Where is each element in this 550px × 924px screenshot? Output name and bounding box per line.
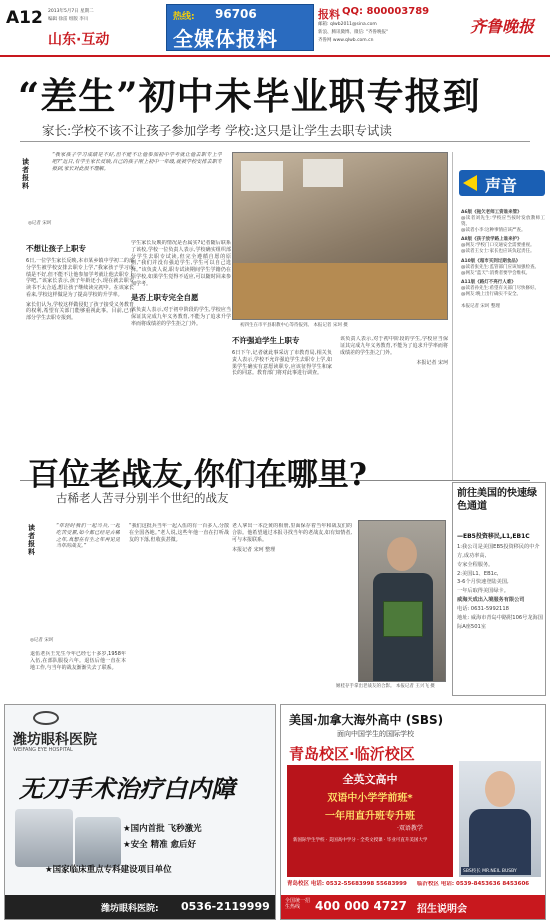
school-seminar: 招生说明会 — [417, 904, 467, 915]
school-ad — [280, 704, 546, 920]
tip-qq: QQ: 800003789 — [342, 6, 430, 17]
page-number: A12 — [6, 8, 43, 28]
eye-points — [123, 821, 273, 853]
voice-item: A10版《超市买到过期食品》 — [461, 258, 521, 264]
story2-subhead: 古稀老人苦寻分别半个世纪的战友 — [56, 491, 229, 505]
story1-photo — [232, 152, 448, 320]
usa-ad-address: 地址: 威海市青岛中路附106号龙海国际A座501室 — [457, 614, 543, 630]
section-name: 山东·互动 — [48, 32, 110, 48]
eye-hospital-ad — [4, 704, 276, 920]
megaphone-icon — [463, 175, 477, 191]
story1-divider — [20, 141, 530, 142]
school-details: 新国际学生学校 · 美国高中学分 · 全英文授课 · 毕业可直升美国大学 — [293, 838, 428, 843]
eye-device-image — [75, 817, 121, 867]
usa-ad-line: 1:我公司是美国EB5投资移民的中介方,成功率高, — [457, 544, 540, 559]
voice-item: @网友:学校门口交通安全需要重视。 — [461, 243, 535, 249]
school-red-box — [287, 765, 453, 877]
usa-ad-line: 3-6个月快速登陆美国, — [457, 579, 509, 586]
school-contact-2: 临沂校区 电话: 0539-8453636 8453606 — [417, 881, 530, 887]
usa-ad-visa: —EB5投资移民,L1,EB1C — [457, 533, 530, 540]
story2-quote: “年轻时我们一起当兵,一起吃苦受累,如今都已经是古稀之年,真想在有生之年再见见当年的战友。” — [56, 523, 120, 550]
principal-body — [469, 809, 531, 875]
principal-sign: SBS校长 MR.NEIL BUSBY — [463, 869, 517, 874]
voice-item: @网友“蓝天”:消费者要学会维权。 — [461, 270, 531, 276]
eye-brand: 潍坊眼科医院 — [13, 732, 97, 748]
issue-date: 2013年5月7日 星期二 — [48, 9, 94, 14]
media-name: 全媒体报料 — [173, 27, 278, 51]
usa-ad-lines — [457, 543, 543, 631]
story2-photo — [358, 520, 446, 682]
story1-text5: 该负责人表示,对于初中阶段的学生,学校应当保证其完成九年义务教育,不能为了追求升学率而将成绩差的学生拒之门外。 — [340, 336, 448, 356]
story1-reader-tag: 读者报料 — [22, 158, 29, 191]
story1-sub1: 不想让孩子上职专 — [26, 244, 86, 253]
photo-book — [383, 601, 423, 637]
hotline-label: 热线: — [173, 12, 195, 22]
story1-text2: 家长们认为,学校这样做侵犯了孩子接受义务教育的权利,希望有关部门能够重视此事。目前,已有部分学生去职专报到。 — [26, 301, 134, 322]
story2-text3: 老人拿出一本泛黄的相册,里面保存着当年和战友们的合影。他希望通过本报寻找当年的老战友,如有知情者,可与本报联系。 — [232, 523, 352, 543]
story2-byline: 本报记者 宋珂 整理 — [232, 547, 276, 554]
story1-subhead: 家长:学校不该不让孩子参加学考 学校:这只是让学生去职专试读 — [42, 123, 392, 138]
school-box-line2: 一年用直升班专升班 — [325, 811, 415, 822]
voice-item: A11版《路灯不亮行人难》 — [461, 280, 516, 286]
story2-reporter-note: ◎记者 宋珂 — [30, 638, 54, 643]
usa-ad-line: 一年后取得美国绿卡。 — [457, 588, 509, 595]
tip-weibo: 新浪、腾讯微博、微信: "齐鲁晚报" — [318, 30, 389, 35]
story1-column-2 — [131, 240, 231, 468]
school-title: 美国·加拿大海外高中 (SBS) — [289, 713, 444, 727]
eye-logo-icon — [33, 711, 59, 725]
story1-text3b: 该负责人表示,对于初中阶段的学生,学校应当保证其完成九年义务教育,不能为了追求升学率而将成绩差的学生拒之门外。 — [131, 307, 231, 327]
story2-column-3 — [232, 523, 352, 695]
school-box-line1: 双语中小学学前班* — [327, 793, 413, 804]
eye-device-image — [15, 809, 73, 867]
story2-reader-tag: 读者报料 — [28, 524, 35, 557]
school-campus: 青岛校区·临沂校区 — [289, 745, 415, 763]
story2-column-1: 退伍老兵王先生今年已经七十多岁,1958年入伍,在部队服役六年。退伍后他一直在本地工作,与当年的战友渐渐失去了联系。 — [30, 651, 126, 671]
story1-text4: 6日下午,记者就此事采访了市教育局,相关负责人表示,学校不允许强迫学生去职专上学,如果学生确实有意愿读职专,应该征得学生和家长的同意。教育部门将对此事进行调查。 — [232, 350, 332, 377]
principal-head — [485, 771, 515, 807]
story1-sub2: 是否上职专完全自愿 — [131, 293, 199, 303]
voice-item: @网友:晚上出行确实不安全。 — [461, 292, 522, 298]
voice-header — [459, 170, 545, 196]
eye-brand-en: WEIFANG EYE HOSPITAL — [13, 747, 73, 753]
voice-title: 声音 — [485, 176, 518, 195]
usa-ad-company: 威海天成出入境服务有限公司 — [457, 597, 525, 604]
photo-window — [303, 159, 343, 187]
school-box-extra: ·双语教学 — [397, 825, 423, 832]
editor-credit: 编辑 徐雷 组版 李川 — [48, 17, 89, 22]
story1-text3: 学生家长反映的情况是否属实?记者随后联系了该校,学校一位负责人表示,学校确实组织部分学生去职专试读,但完全遵循自愿的原则,“我们并没有强迫学生,学生可以自己选择。”该负责人说,职专试读期间学生学籍仍在原学校,如果学生觉得不适应,可以随时回来参加学考。 — [131, 240, 231, 287]
eye-phone-label: 潍坊眼科医院: — [101, 904, 159, 914]
story2-column-2: “我们这批兵当年一起入伍的有一百多人,分散在全国各地。”老人说,这些年他一直在打听战友的下落,但收获甚微。 — [129, 523, 229, 543]
story1-column-1 — [26, 240, 134, 468]
story1-headline: “差生”初中未毕业职专报到 — [18, 74, 481, 118]
story1-sub3: 不许强迫学生上职专 — [232, 336, 300, 345]
story1-reporter-note: ◎记者 宋珂 — [28, 221, 52, 226]
story2-headline: 百位老战友,你们在哪里? — [28, 457, 367, 493]
tip-block — [318, 4, 448, 51]
voice-item: @读者小李:这种事情应该严查。 — [461, 227, 526, 233]
usa-ad-line: 2:美国L1、EB1c, — [457, 570, 499, 577]
voice-sidebar — [452, 152, 546, 480]
story1-byline: 本报记者 宋珂 — [416, 360, 448, 367]
eye-phone-bar — [5, 895, 275, 919]
eye-point: ★安全 精准 愈后好 — [123, 840, 197, 851]
school-contact-1: 青岛校区 电话: 0532-55683998 55683999 — [287, 881, 407, 887]
masthead-logo: 齐鲁晚报 — [470, 17, 535, 36]
usa-ad — [452, 482, 546, 696]
photo-head — [387, 537, 417, 571]
tip-label: 报料 — [318, 8, 340, 21]
usa-ad-line: 专家全程服务。 — [457, 561, 494, 568]
story1-photo-caption: 初四生在市平县职教中心等待报到。 本报记者 宋珂 摄 — [240, 323, 348, 328]
school-hotline-label: 全国统一招生热线 — [285, 898, 311, 910]
eye-point: ★国内首批 飞秒激光 — [123, 824, 202, 834]
eye-point-wide: ★国家临床重点专科建设项目单位 — [45, 865, 172, 875]
voice-byline: 本报记者 宋珂 整理 — [461, 303, 500, 309]
voice-items — [461, 206, 545, 472]
school-box-title: 全英文高中 — [342, 773, 398, 786]
eye-phone-number: 0536-2119999 — [181, 900, 270, 913]
tip-email: 邮箱: qlwb2011@sina.com — [318, 22, 377, 27]
voice-item: @读者刘先生:学校应当按时发放教师工资。 — [461, 215, 545, 227]
voice-item: @读者张先生:监管部门应该加强检查。 — [461, 264, 540, 270]
principal-photo — [459, 761, 541, 877]
header-divider — [0, 55, 550, 57]
eye-slogan: 无刀手术治疗白内障 — [19, 775, 235, 803]
usa-ad-title: 前往美国的快速绿色通道 — [457, 488, 537, 512]
voice-item: A6版《拖欠老师工资谁来管》 — [461, 210, 522, 215]
voice-item: A8版《孩子放学路上谁来护》 — [461, 237, 522, 243]
story1-lead: “我家孩子学习成绩是不好,但不能不让他参加初中学考就让他去职专上学吧?”近日,有学生家长反映,自己的孩子刚上初中一年级,就被学校安排去职专报到,家长对此很不理解。 — [52, 152, 222, 172]
story1-text1: 6日,一位学生家长反映,本市某乡镇中学初二的部分学生被学校安排去职专上学,“我家孩子学习成绩是不好,但不能不让他参加学考就让他去职专上学吧。”该家长表示,孩子年龄还小,现在就去职专读书不太合适,想让孩子继续读完初中。在该家长看来,学校这样做是为了提高学校的升学率。 — [26, 258, 134, 298]
page-header — [0, 0, 550, 57]
story2-photo-caption: 姬桂存手拿出老战友的合影。 本报记者 王兴飞 摄 — [336, 684, 435, 689]
tip-site: 齐鲁网 www.qlwb.com.cn — [318, 38, 374, 43]
school-subtitle: 面向中国学生的国际学校 — [337, 730, 414, 738]
hotline-banner — [166, 4, 314, 51]
photo-window — [241, 161, 283, 191]
photo-desk — [233, 263, 447, 319]
school-hotline-number: 400 000 4727 — [315, 899, 407, 913]
usa-ad-phone: 电话: 0631-5992118 — [457, 605, 509, 612]
voice-item: @读者王女士:家长也应该负起责任。 — [461, 249, 535, 255]
voice-item: @读者孙先生:希望有关部门尽快修好。 — [461, 286, 540, 292]
school-hotline-bar — [281, 895, 545, 919]
hotline-number: 96706 — [215, 7, 257, 21]
